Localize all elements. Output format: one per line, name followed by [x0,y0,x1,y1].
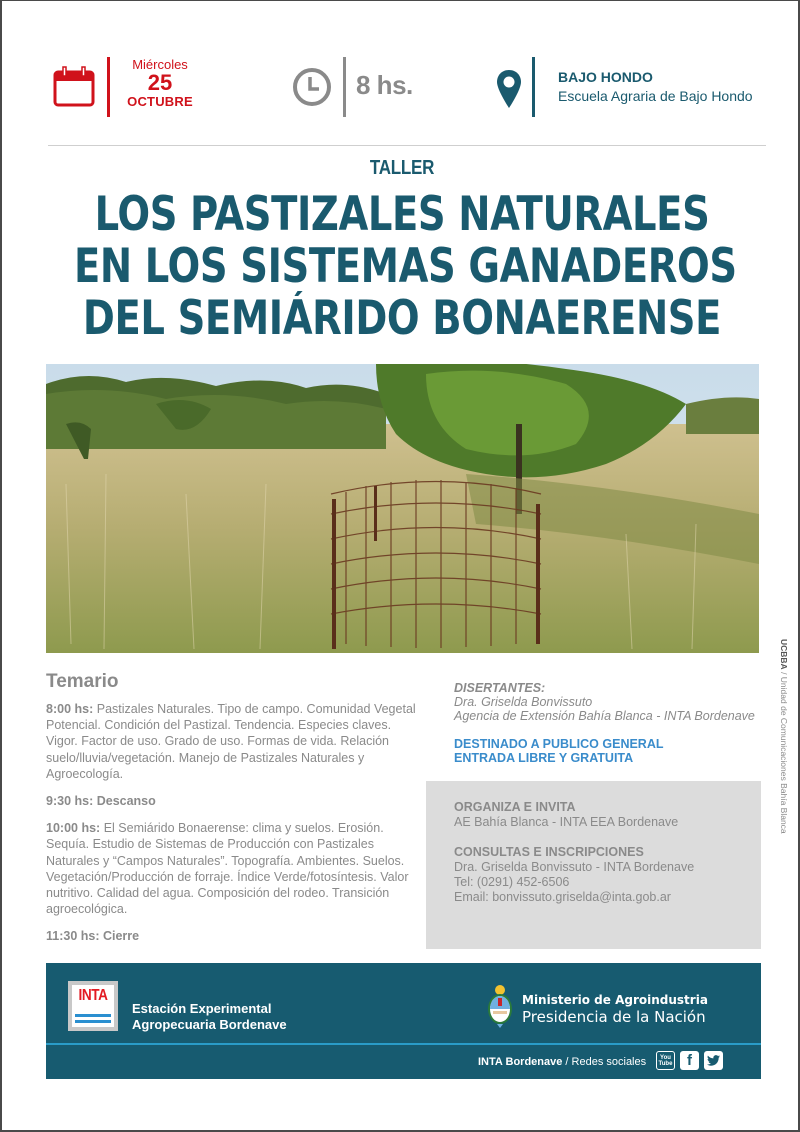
location-venue: Escuela Agraria de Bajo Hondo [558,88,753,104]
station-name [132,1001,287,1033]
ministry-line-1: Ministerio de Agroindustria [522,993,708,1007]
agenda-item-time: 9:30 hs: Descanso [46,794,156,809]
event-type: TALLER [369,157,435,179]
agenda-item [46,820,416,917]
event-month: OCTUBRE [127,94,193,109]
event-day: 25 [147,70,173,95]
ministry [522,993,708,1027]
social-links [656,1051,723,1070]
contact-phone: Tel: (0291) 452-6506 [454,875,570,889]
organizer-text: AE Bahía Blanca - INTA EEA Bordenave [454,815,679,829]
footer-divider [46,1043,761,1045]
social-caption-text: / Redes sociales [562,1056,647,1068]
agenda-item [46,793,416,809]
social-caption [478,1055,646,1069]
clock-icon [292,67,332,107]
coat-of-arms-icon [485,983,515,1029]
date-divider [107,57,110,117]
youtube-icon[interactable] [656,1051,675,1070]
agenda-item [46,701,416,782]
agenda-item-time: 10:00 hs: [46,821,101,836]
event-title [2,189,800,345]
agenda-item-time: 8:00 hs: [46,702,94,716]
location-place: BAJO HONDO [558,69,653,85]
agenda-item [46,928,416,944]
twitter-icon[interactable] [704,1051,723,1070]
agenda [46,671,416,956]
organizer-heading: ORGANIZA E INVITA [454,800,576,814]
contact-email[interactable]: Email: bonvissuto.griselda@inta.gob.ar [454,890,671,904]
side-credit [777,639,791,854]
photo-illustration [46,364,759,653]
footer [46,963,761,1079]
contact-heading: CONSULTAS E INSCRIPCIONES [454,845,644,859]
speaker-affiliation: Agencia de Extensión Bahía Blanca - INTA Bordenave [454,709,755,723]
title-line-3: DEL SEMIÁRIDO BONAERENSE [82,291,722,346]
event-weekday: Miércoles [132,57,188,72]
agenda-item-text: Pastizales Naturales. Tipo de campo. Comunidad Vegetal Potencial. Condición del Pastizal. Tendencia. Especies claves. Vigor. Factor de uso. Grado de uso. Formas de vida. Relación suelo/lluvia/vegetación. Manejo de Pastizales Naturales y Agroecología. [46,702,416,781]
credit-bold: UCBBA [779,639,789,670]
station-line-1: Estación Experimental [132,1001,272,1016]
youtube-icon-top: You [660,1054,671,1061]
youtube-icon-bottom: Tube [658,1060,673,1067]
event-duration: 8 hs. [356,70,413,100]
speakers-label: DISERTANTES: [454,681,546,695]
title-line-2: EN LOS SISTEMAS GANADEROS [74,239,737,294]
title-line-1: LOS PASTIZALES NATURALES [94,187,710,242]
station-line-2: Agropecuaria Bordenave [132,1017,287,1032]
header-divider [48,145,766,146]
map-pin-icon [496,69,522,109]
audience-line-2: ENTRADA LIBRE Y GRATUITA [454,751,634,765]
speakers [454,681,764,723]
agenda-heading: Temario [46,671,119,692]
speaker-name: Dra. Griselda Bonvissuto [454,695,593,709]
event-location [558,68,753,106]
facebook-icon[interactable] [680,1051,699,1070]
calendar-icon [53,65,95,107]
facebook-glyph: f [687,1052,692,1069]
event-details [454,681,764,765]
agenda-item-text: El Semiárido Bonaerense: clima y suelos. Erosión. Sequía. Estudio de Sistemas de Producción con Pastizales Naturales y “Campos Naturales”. Topografía. Ambientes. Suelos. Vegetación/Producción de forraje. Índice Verde/fotosíntesis. Valor nutritivo. Calidad del agua. Composición del rodeo. Transición agroecológica. [46,821,409,917]
contact-name: Dra. Griselda Bonvissuto - INTA Bordenave [454,860,695,874]
event-date [115,57,205,110]
credit-text: / Unidad de Comunicaciones Bahía Blanca [779,669,789,834]
duration-divider [343,57,346,117]
organizer-contact-box [426,781,761,949]
inta-logo [68,981,118,1031]
twitter-bird-icon [707,1055,720,1066]
location-divider [532,57,535,117]
agenda-item-time: 11:30 hs: Cierre [46,929,140,944]
ministry-line-2: Presidencia de la Nación [522,1008,706,1026]
audience-line-1: DESTINADO A PUBLICO GENERAL [454,737,664,751]
inta-logo-text: INTA [78,987,108,1004]
grassland-photo [46,364,759,653]
audience-info [454,737,764,765]
social-caption-bold: INTA Bordenave [478,1056,563,1068]
